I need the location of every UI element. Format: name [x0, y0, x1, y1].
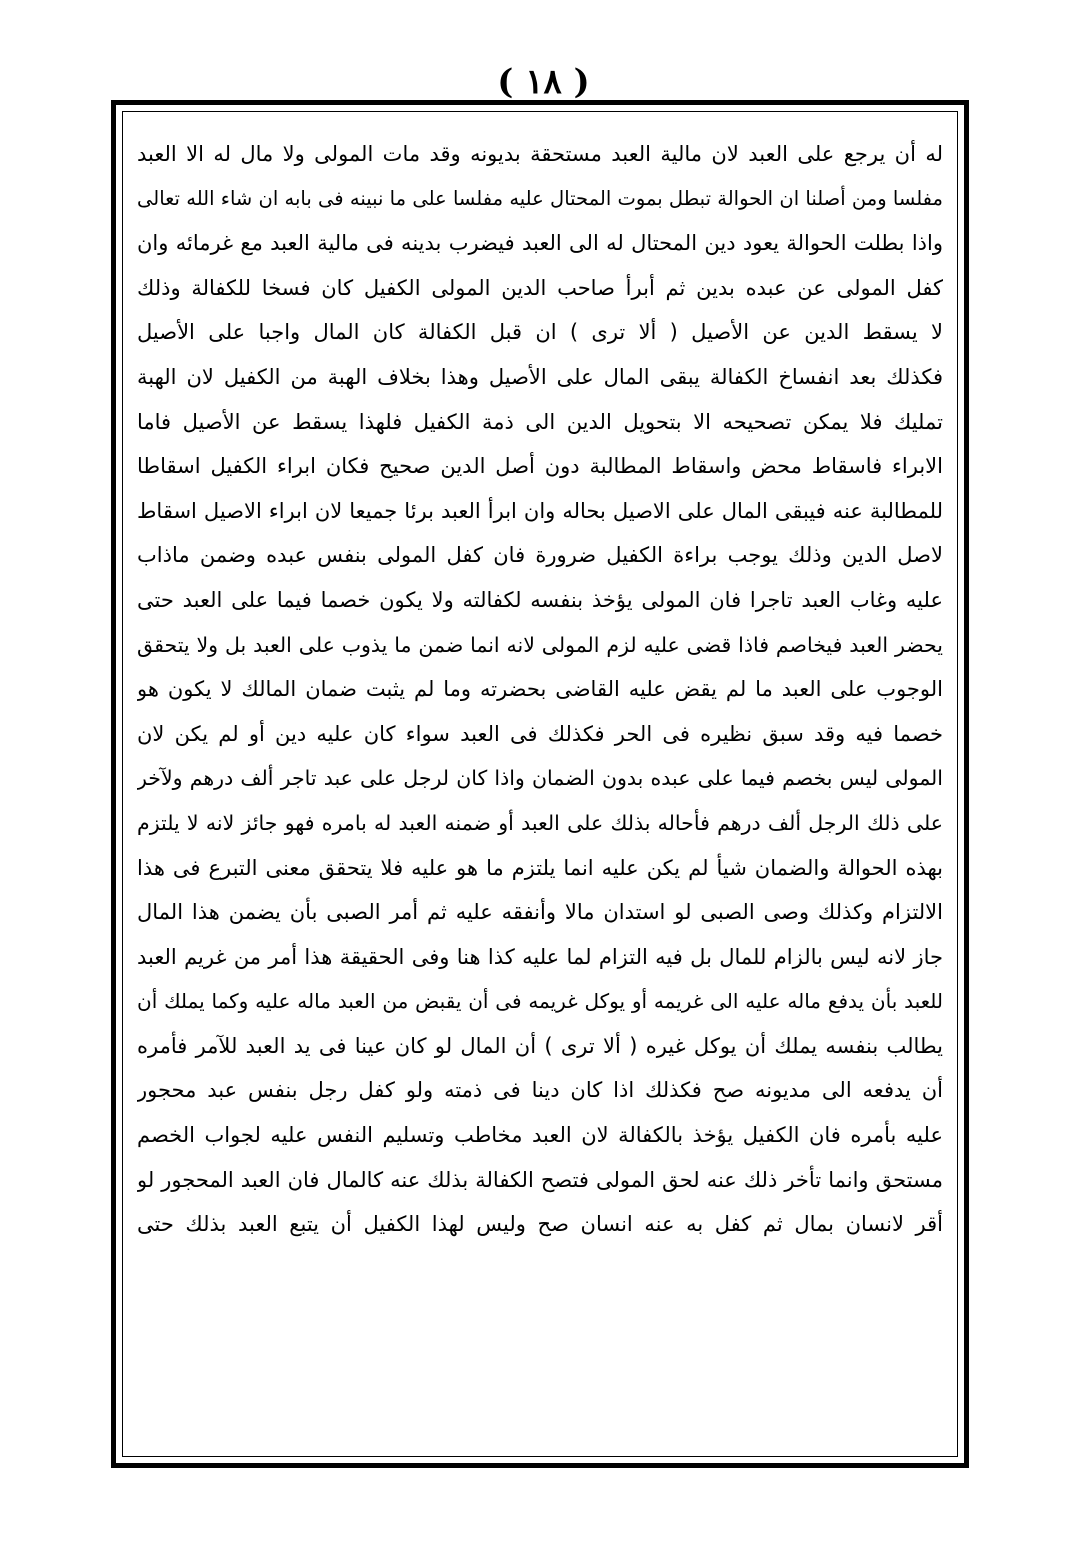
text-line: الوجوب على العبد ما لم يقض عليه القاضى بحضرته وما لم يثبت ضمان المالك لا يكون هو	[137, 677, 943, 702]
text-line: بهذه الحوالة والضمان شيأ لم يكن عليه انما يلتزم ما هو عليه فلا يتحقق معنى التبرع فى هذا	[137, 855, 943, 880]
text-line: مفلسا ومن أصلنا ان الحوالة تبطل بموت المحتال عليه مفلسا على ما نبينه فى بابه ان شاء الله تعالى	[137, 186, 943, 210]
text-line: جاز لانه ليس بالزام للمال بل فيه التزام لما عليه كذا هنا وفى الحقيقة هذا أمر من غريم العبد	[137, 944, 943, 969]
text-line: كفل المولى عن عبده بدين ثم أبرأ صاحب الدين المولى الكفيل كان فسخا للكفالة وذلك	[137, 275, 943, 300]
text-line: مستحق وانما تأخر ذلك عنه لحق المولى فتصح الكفالة بذلك عنه كالمال فان العبد المحجور لو	[137, 1167, 943, 1192]
body-text	[137, 132, 943, 1247]
text-line: لا يسقط الدين عن الأصيل ( ألا ترى ) ان قبل الكفالة كان المال واجبا على الأصيل	[137, 320, 943, 345]
page-border-inner	[122, 111, 958, 1457]
text-line: للعبد بأن يدفع ماله عليه الى غريمه أو يوكل غريمه فى أن يقبض من العبد ماله عليه وكما يملك أن	[137, 989, 943, 1014]
text-line: أن يدفعه الى مديونه صح فكذلك اذا كان دينا فى ذمته ولو كفل رجل بنفس عبد محجور	[137, 1078, 943, 1103]
text-line: الالتزام وكذلك وصى الصبى لو استدان مالا وأنفقه عليه ثم أمر الصبى بأن يضمن هذا المال	[137, 900, 943, 925]
text-line: يحضر العبد فيخاصم فاذا قضى عليه لزم المولى لانه انما ضمن ما يذوب على العبد بل ولا يتحقق	[137, 632, 943, 657]
text-line: له أن يرجع على العبد لان مالية العبد مستحقة بديونه وقد مات المولى ولا مال له الا العبد	[137, 142, 943, 166]
text-line: خصما فيه وقد سبق نظيره فى الحر فكذلك فى العبد سواء كان عليه دين أو لم يكن لان	[137, 721, 943, 746]
text-line: واذا بطلت الحوالة يعود دين المحتال له الى العبد فيضرب بدينه فى مالية العبد مع غرمائه وان	[137, 231, 943, 256]
page-number: ( ١٨ )	[497, 62, 590, 102]
text-line: عليه وغاب العبد تاجرا فان المولى يؤخذ بنفسه لكفالته ولا يكون خصما فيما على العبد حتى	[137, 587, 943, 612]
text-line: الابراء فاسقاط محض واسقاط المطالبة دون أصل الدين صحيح فكان ابراء الكفيل اسقاطا	[137, 454, 943, 479]
page-border	[111, 100, 969, 1468]
text-line: للمطالبة عنه فيبقى المال على الاصيل بحاله وان ابرأ العبد برئا جميعا لان ابراء الاصيل اسقاط	[137, 498, 943, 523]
text-line: فكذلك بعد انفساخ الكفالة يبقى المال على الأصيل وهذا بخلاف الهبة من الكفيل لان الهبة	[137, 364, 943, 389]
text-line: على ذلك الرجل ألف درهم فأحاله بذلك على العبد أو ضمنه العبد له بامره فهو جائز لانه لا يلتزم	[137, 810, 943, 835]
text-line: أقر لانسان بمال ثم كفل به عنه انسان صح وليس لهذا الكفيل أن يتبع العبد بذلك حتى	[137, 1212, 943, 1237]
text-line: يطالب بنفسه يملك أن يوكل غيره ( ألا ترى ) أن المال لو كان عينا فى يد العبد للآمر فأمره	[137, 1033, 943, 1058]
text-line: لاصل الدين وذلك يوجب براءة الكفيل ضرورة فان كفل المولى بنفس عبده وضمن ماذاب	[137, 543, 943, 568]
text-line: عليه بأمره فان الكفيل يؤخذ بالكفالة لان العبد مخاطب وتسليم النفس عليه لجواب الخصم	[137, 1123, 943, 1148]
text-line: المولى ليس بخصم فيما على عبده بدون الضمان واذا كان لرجل على عبد تاجر ألف درهم ولآخر	[137, 766, 943, 791]
text-line: تمليك فلا يمكن تصحيحه الا بتحويل الدين الى ذمة الكفيل فلهذا يسقط عن الأصيل فاما	[137, 409, 943, 434]
